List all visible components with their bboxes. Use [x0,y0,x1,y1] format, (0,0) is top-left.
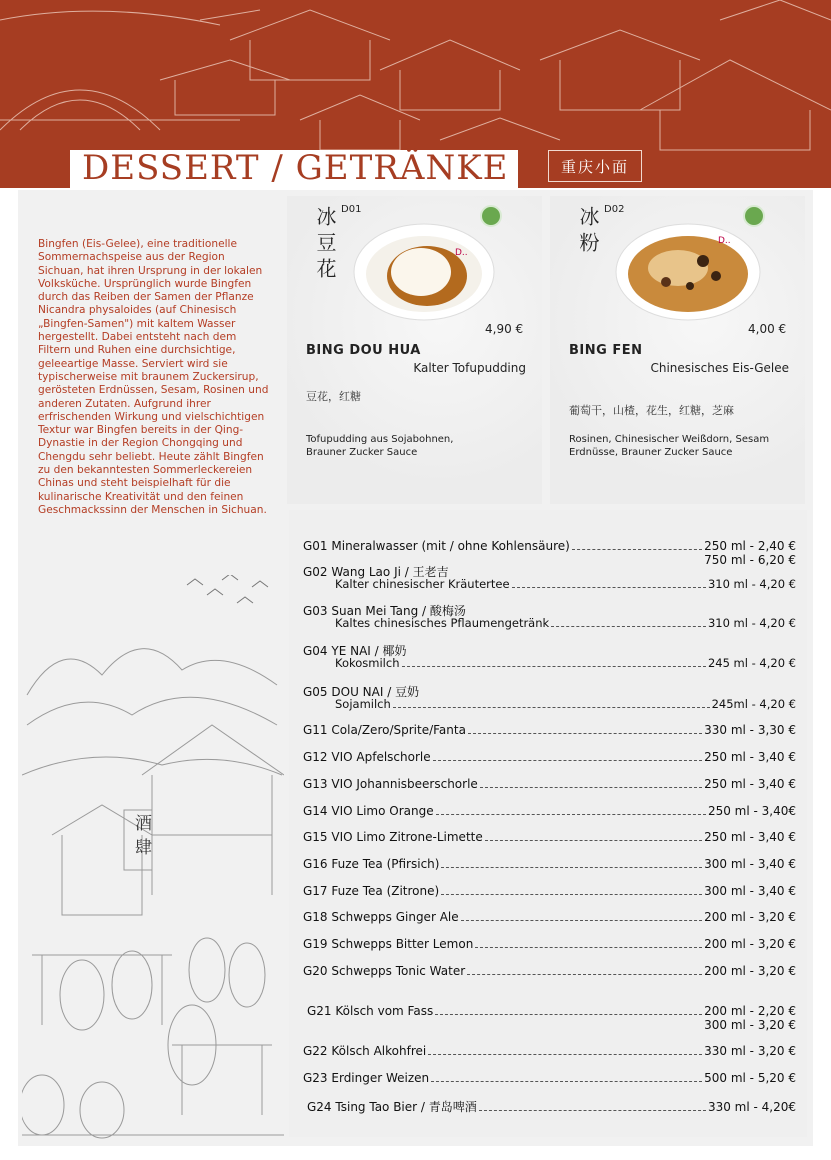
drink-size-price: 200 ml - 3,20 € [704,964,796,978]
bowl-label: D.. [718,236,731,246]
drink-item-g14 [303,804,796,818]
drink-size-price: 330 ml - 3,20 € [704,1044,796,1058]
drink-name: G20 Schwepps Tonic Water [303,964,466,978]
drink-size-price: 200 ml - 3,20 € [704,910,796,924]
dessert-cn-title: 冰豆花 [313,206,337,284]
drink-size-price: 200 ml - 2,20 € [704,1004,796,1018]
tofu-pudding-bowl-image [349,214,499,324]
bingfen-intro-text: Bingfen (Eis-Gelee), eine traditionelle Sommernachspeise aus der Region Sichuan, hat ihren Ursprung in der lokalen Volksküche. Ursprünglich wurde Bingfen durch das Reiben der Samen der Pflanze Nicandra physaloides (auf Chinesisch „Bingfen-Samen") mit kaltem Wasser hergestellt. Dabei entsteht nach dem Filtern und Ruhen eine durchsichtige, geleeartige Masse. Serviert wird sie typischerweise mit braunem Zuckersirup, gerösteten Erdnüssen, Sesam, Rosinen und anderen Zutaten. Aufgrund ihrer erfrischenden Wirkung und vielschichtigen Textur war Bingfen bereits in der Qing-Dynastie in der Region Chongqing und Chengdu sehr beliebt. Heute zählt Bingfen zu den bekanntesten Sommerleckereien Chinas und steht beispielhaft für die kulinarische Kreativität und den feinen Geschmackssinn der Menschen in Sichuan. [38,238,269,516]
drink-name: G14 VIO Limo Orange [303,804,434,818]
drink-name: G01 Mineralwasser (mit / ohne Kohlensäure) [303,539,570,553]
dessert-price: 4,00 € [748,322,787,336]
drink-size-price: 300 ml - 3,40 € [704,857,796,871]
drink-item-g18 [303,910,796,924]
ice-jelly-bowl-image [608,216,768,326]
drink-item-g02 [303,563,796,591]
drink-item-g19 [303,937,796,951]
drink-item-g05 [303,683,796,711]
drink-name: G02 Wang Lao Ji / 王老吉 [303,565,449,579]
drink-item-g22 [303,1044,796,1058]
drink-item-g04 [303,642,796,670]
bowl-label: D.. [455,248,468,258]
dot-leader [475,947,702,948]
drink-name: G16 Fuze Tea (Pfirsich) [303,857,440,871]
dessert-name: BING FEN [569,343,643,358]
dot-leader [402,666,706,667]
dessert-desc-line: Tofupudding aus Sojabohnen, [306,434,454,445]
dot-leader [512,587,706,588]
dessert-code: D02 [604,204,625,215]
drink-subtitle: Sojamilch [335,697,391,711]
dot-leader [428,1054,702,1055]
dessert-desc-line: Erdnüsse, Brauner Zucker Sauce [569,447,733,458]
page-title: DESSERT / GETRÄNKE [82,148,509,188]
dot-leader [468,733,702,734]
drink-name: G05 DOU NAI / 豆奶 [303,685,420,699]
drink-subtitle: Kalter chinesischer Kräutertee [335,577,510,591]
drink-name: G15 VIO Limo Zitrone-Limette [303,830,483,844]
dot-leader [572,549,702,550]
drink-item-g13 [303,777,796,791]
drink-item-g15 [303,830,796,844]
dessert-cn-title: 冰粉 [576,206,600,258]
drinks-panel [289,510,807,1137]
drink-size-price: 245ml - 4,20 € [711,697,796,711]
drink-name: G03 Suan Mei Tang / 酸梅汤 [303,604,466,618]
drink-name: G11 Cola/Zero/Sprite/Fanta [303,723,466,737]
drink-size-price: 310 ml - 4,20 € [707,577,796,591]
drink-subtitle: Kaltes chinesisches Pflaumengetränk [335,616,550,630]
drink-size-price: 500 ml - 5,20 € [704,1071,796,1085]
dot-leader [551,626,706,627]
dot-leader [485,840,702,841]
drink-item-g11 [303,723,796,737]
drink-size-price: 250 ml - 3,40€ [707,804,796,818]
drink-name: G13 VIO Johannisbeerschorle [303,777,478,791]
drink-item-g20 [303,964,796,978]
drink-subtitle: Kokosmilch [335,656,400,670]
drink-size-price: 330 ml - 3,30 € [704,723,796,737]
drink-size-price: 250 ml - 3,40 € [704,750,796,764]
drink-size-price: 310 ml - 4,20 € [707,616,796,630]
tavern-sign: 酒肆 [135,814,152,858]
drink-item-g23 [303,1071,796,1085]
restaurant-seal: 重庆小面 [548,150,642,182]
drink-name: G24 Tsing Tao Bier / 青岛啤酒 [307,1100,477,1114]
dessert-name: BING DOU HUA [306,343,421,358]
dot-leader [433,760,703,761]
drink-item-g03 [303,602,796,630]
drink-size-price: 330 ml - 4,20€ [707,1100,796,1114]
dot-leader [393,707,710,708]
drink-item-g21 [307,1004,796,1032]
drink-name: G21 Kölsch vom Fass [307,1004,434,1018]
drink-size-price: 245 ml - 4,20 € [707,656,796,670]
drink-name: G22 Kölsch Alkohfrei [303,1044,427,1058]
drink-extra-size-price: 750 ml - 6,20 € [704,553,796,567]
dot-leader [479,1110,706,1111]
drink-item-g24 [307,1098,796,1112]
dessert-card-d02 [550,196,805,504]
drink-item-g12 [303,750,796,764]
dot-leader [431,1081,702,1082]
drink-item-g17 [303,884,796,898]
drink-name: G17 Fuze Tea (Zitrone) [303,884,440,898]
dessert-price: 4,90 € [485,322,524,336]
dessert-description [569,433,769,459]
drink-size-price: 250 ml - 3,40 € [704,830,796,844]
drink-name: G19 Schwepps Bitter Lemon [303,937,474,951]
drink-name: G04 YE NAI / 椰奶 [303,644,407,658]
dessert-code: D01 [341,204,362,215]
dot-leader [436,814,706,815]
drink-name: G23 Erdinger Weizen [303,1071,430,1085]
dot-leader [435,1014,702,1015]
dot-leader [441,894,702,895]
drink-size-price: 200 ml - 3,20 € [704,937,796,951]
dot-leader [480,787,702,788]
dot-leader [467,974,702,975]
drink-name: G18 Schwepps Ginger Ale [303,910,459,924]
dot-leader [461,920,703,921]
dessert-desc-line: Brauner Zucker Sauce [306,447,418,458]
dot-leader [441,867,702,868]
drink-extra-size-price: 300 ml - 3,20 € [704,1018,796,1032]
dessert-card-d01 [287,196,542,504]
dessert-description [306,433,453,459]
drink-size-price: 300 ml - 3,40 € [704,884,796,898]
drink-size-price: 250 ml - 2,40 € [704,539,796,553]
dessert-subtitle: Kalter Tofupudding [413,361,526,375]
dessert-cn-ingredients: 豆花，红糖 [306,390,361,403]
dessert-subtitle: Chinesisches Eis-Gelee [650,361,789,375]
drink-name: G12 VIO Apfelschorle [303,750,431,764]
dessert-desc-line: Rosinen, Chinesischer Weißdorn, Sesam [569,434,770,445]
drink-size-price: 250 ml - 3,40 € [704,777,796,791]
dessert-cn-ingredients: 葡萄干，山楂，花生，红糖，芝麻 [569,404,734,417]
drink-item-g16 [303,857,796,871]
